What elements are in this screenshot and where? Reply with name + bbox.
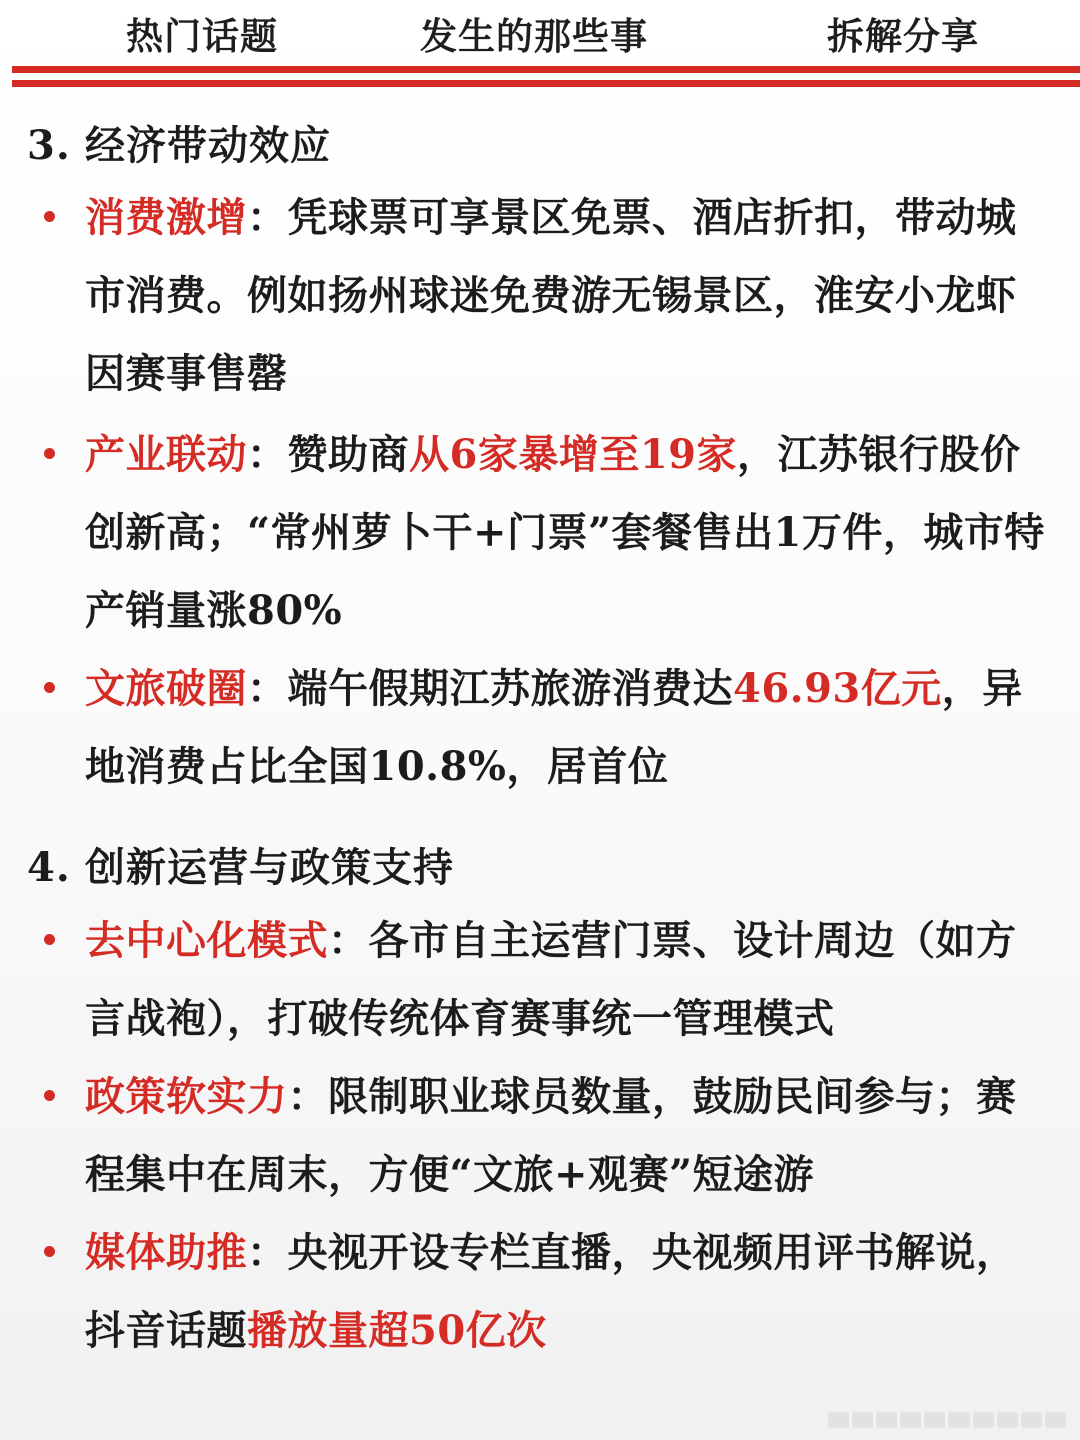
item-separator: ： — [247, 1229, 288, 1276]
item-highlight: 从6家暴增至19家 — [409, 431, 737, 478]
bullet-dot-icon — [44, 1246, 55, 1257]
item-keyword: 媒体助推 — [85, 1229, 247, 1276]
list-item-policy-soft-power — [0, 1058, 1080, 1214]
bullet-dot-icon — [44, 682, 55, 693]
tab-events[interactable]: 发生的那些事 — [420, 14, 648, 58]
item-separator: ： — [328, 917, 369, 964]
list-item-tourism-breakout — [0, 650, 1080, 806]
item-highlight: 46.93亿元 — [733, 665, 942, 712]
item-keyword: 消费激增 — [85, 194, 247, 241]
item-keyword: 政策软实力 — [85, 1073, 288, 1120]
top-nav — [0, 0, 1080, 64]
watermark — [828, 1412, 1066, 1428]
section-title: 创新运营与政策支持 — [85, 844, 454, 891]
list-item-text — [85, 416, 1050, 650]
item-keyword: 文旅破圈 — [85, 665, 247, 712]
tab-hot-topics[interactable]: 热门话题 — [126, 14, 278, 58]
list-item-text — [85, 1214, 1050, 1370]
bullet-dot-icon — [44, 934, 55, 945]
item-keyword: 产业联动 — [85, 431, 247, 478]
item-body: 限制职业球员数量，鼓励民间参与；赛程集中在周末，方便“文旅+观赛”短途游 — [85, 1073, 1017, 1198]
section-heading-economic-effect — [27, 114, 331, 171]
item-separator: ： — [287, 1073, 328, 1120]
list-item-industry-linkage — [0, 416, 1080, 650]
item-separator: ： — [247, 431, 288, 478]
bullet-dot-icon — [44, 448, 55, 459]
item-body: 赞助商 — [287, 431, 409, 478]
item-body-cont: ，江苏银行股价创新高；“常州萝卜干+门票”套餐售出1万件，城市特产销量涨80% — [85, 431, 1045, 634]
bullet-dot-icon — [44, 211, 55, 222]
bullet-dot-icon — [44, 1090, 55, 1101]
item-body-cont: ，异地消费占比全国10.8%，居首位 — [85, 665, 1023, 790]
item-highlight: 播放量超50亿次 — [247, 1307, 547, 1354]
header-divider-top — [12, 66, 1080, 73]
list-item-text — [85, 1058, 1050, 1214]
item-keyword: 去中心化模式 — [85, 917, 328, 964]
header-divider-bottom — [12, 80, 1080, 87]
list-item-text — [85, 902, 1050, 1058]
section-heading-innovation-policy — [27, 836, 454, 893]
list-item-text — [85, 650, 1050, 806]
item-separator: ： — [247, 194, 288, 241]
list-item-consumption-surge — [0, 179, 1080, 413]
section-number: 3. — [27, 122, 71, 169]
item-body: 央视开设专栏直播，央视频用评书解说，抖音话题 — [85, 1229, 1017, 1354]
list-item-decentralized-model — [0, 902, 1080, 1058]
item-separator: ： — [247, 665, 288, 712]
section-title: 经济带动效应 — [85, 122, 331, 169]
item-body: 各市自主运营门票、设计周边（如方言战袍），打破传统体育赛事统一管理模式 — [85, 917, 1017, 1042]
item-body: 端午假期江苏旅游消费达 — [287, 665, 733, 712]
list-item-text — [85, 179, 1050, 413]
tab-breakdown-share[interactable]: 拆解分享 — [827, 14, 979, 58]
list-item-media-boost — [0, 1214, 1080, 1370]
item-body: 凭球票可享景区免票、酒店折扣，带动城市消费。例如扬州球迷免费游无锡景区，淮安小龙虾因赛事售罄 — [85, 194, 1017, 397]
section-number: 4. — [27, 844, 71, 891]
